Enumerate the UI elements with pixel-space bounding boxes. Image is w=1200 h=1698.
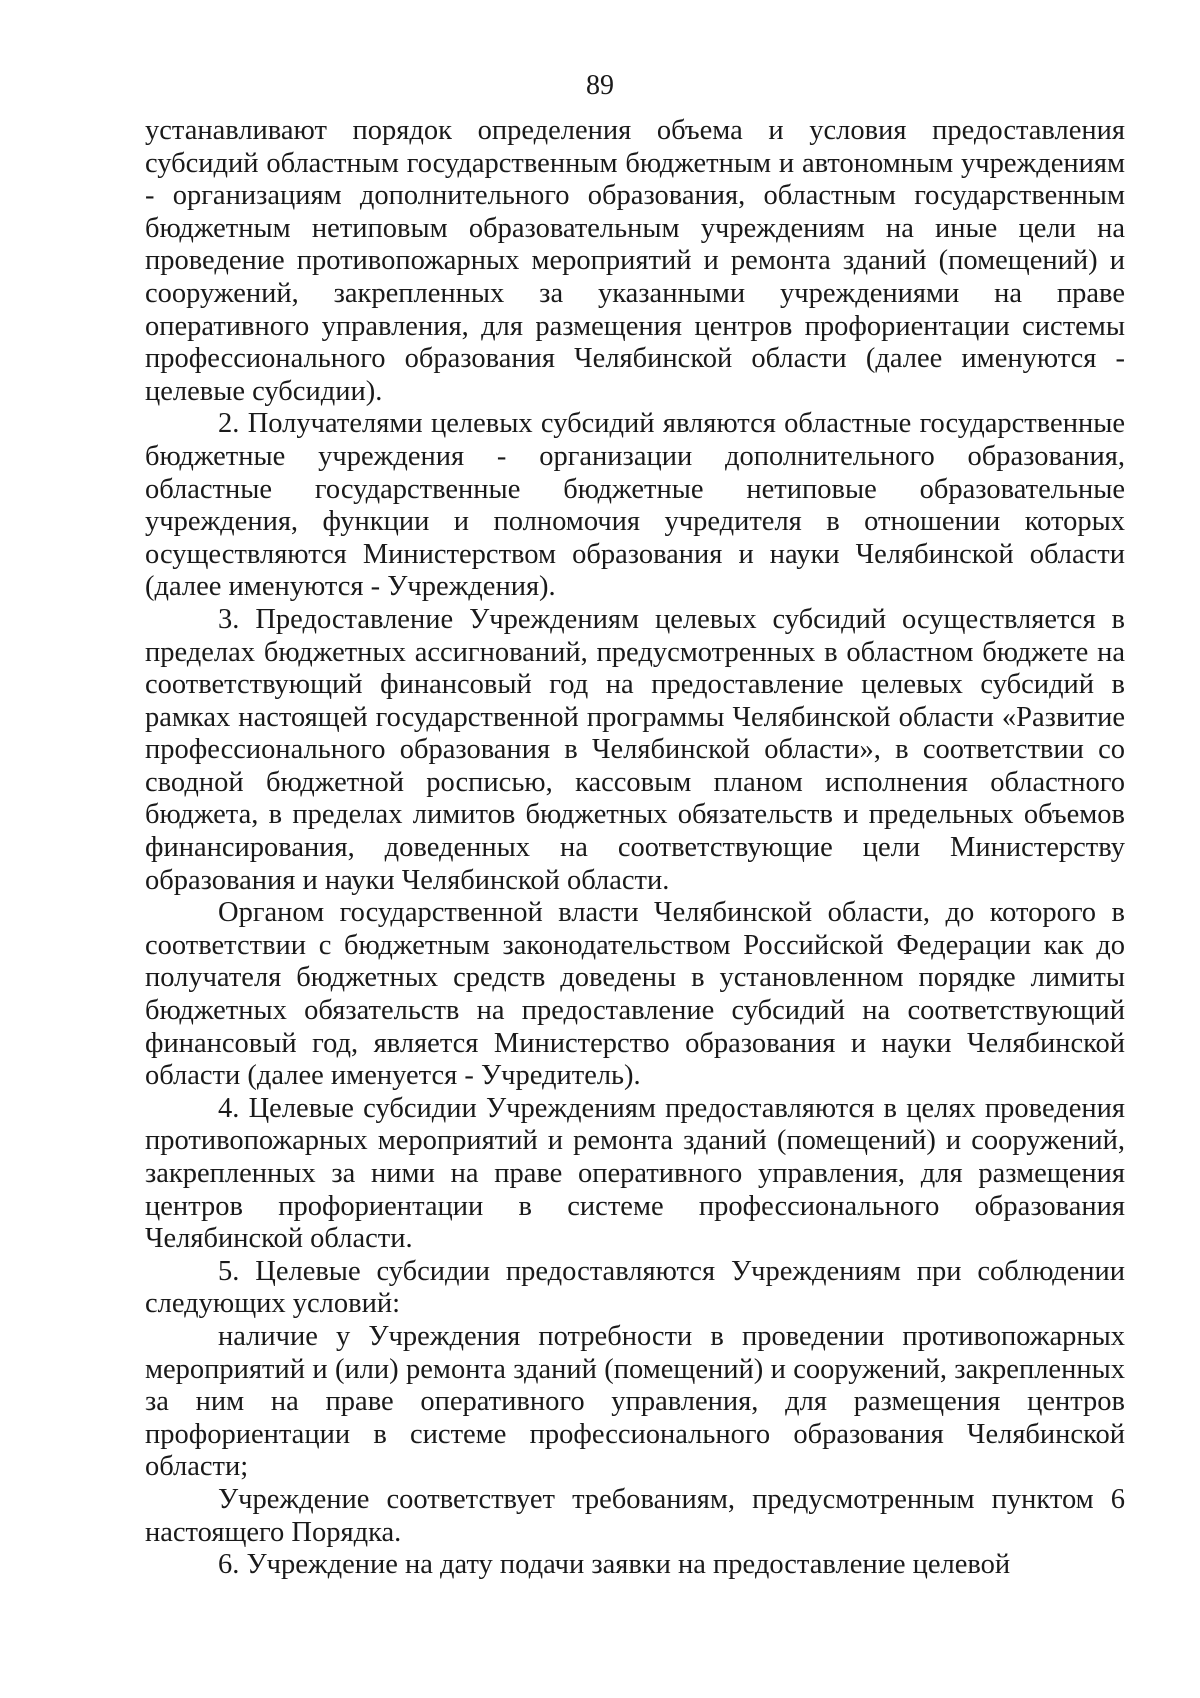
paragraph-authority: Органом государственной власти Челябинской области, до которого в соответствии с бюджетным законодательством Российской Федерации как до получателя бюджетных средств доведены в установленном порядке лимиты бюджетных обязательств на предоставление субсидий на соответствующий финансовый год, является Министерство образования и науки Челябинской области (далее именуется - Учредитель). (145, 897, 1125, 1092)
paragraph-continuation: устанавливают порядок определения объема и условия предоставления субсидий областным государственным бюджетным и автономным учреждениям - организациям дополнительного образования, областным государственным бюджетным нетиповым образовательным учреждениям на иные цели на проведение противопожарных мероприятий и ремонта зданий (помещений) и сооружений, закрепленных за указанными учреждениями на праве оперативного управления, для размещения центров профориентации системы профессионального образования Челябинской области (далее именуются - целевые субсидии). (145, 115, 1125, 407)
paragraph-item-6: 6. Учреждение на дату подачи заявки на предоставление целевой (218, 1549, 1011, 1581)
page-number: 89 (586, 70, 614, 101)
document-body (145, 115, 1125, 1582)
paragraph-item-3: 3. Предоставление Учреждениям целевых субсидий осуществляется в пределах бюджетных ассигнований, предусмотренных в областном бюджете на соответствующий финансовый год на предоставление целевых субсидий в рамках настоящей государственной программы Челябинской области «Развитие профессионального образования в Челябинской области», в соответствии со сводной бюджетной росписью, кассовым планом исполнения областного бюджета, в пределах лимитов бюджетных обязательств и предельных объемов финансирования, доведенных на соответствующие цели Министерству образования и науки Челябинской области. (145, 603, 1125, 896)
paragraph-condition-1: наличие у Учреждения потребности в проведении противопожарных мероприятий и (или) ремонта зданий (помещений) и сооружений, закрепленных за ним на праве оперативного управления, для размещения центров профориентации в системе профессионального образования Челябинской области; (145, 1320, 1125, 1483)
paragraph-condition-2: Учреждение соответствует требованиям, предусмотренным пунктом 6 настоящего Порядка. (145, 1483, 1125, 1548)
paragraph-item-4: 4. Целевые субсидии Учреждениям предоставляются в целях проведения противопожарных мероприятий и ремонта зданий (помещений) и сооружений, закрепленных за ними на праве оперативного управления, для размещения центров профориентации в системе профессионального образования Челябинской области. (145, 1092, 1125, 1255)
paragraph-item-2: 2. Получателями целевых субсидий являются областные государственные бюджетные учреждения - организации дополнительного образования, областные государственные бюджетные нетиповые образовательные учреждения, функции и полномочия учредителя в отношении которых осуществляются Министерством образования и науки Челябинской области (далее именуются - Учреждения). (145, 408, 1125, 603)
paragraph-item-5: 5. Целевые субсидии предоставляются Учреждениям при соблюдении следующих условий: (145, 1255, 1125, 1320)
